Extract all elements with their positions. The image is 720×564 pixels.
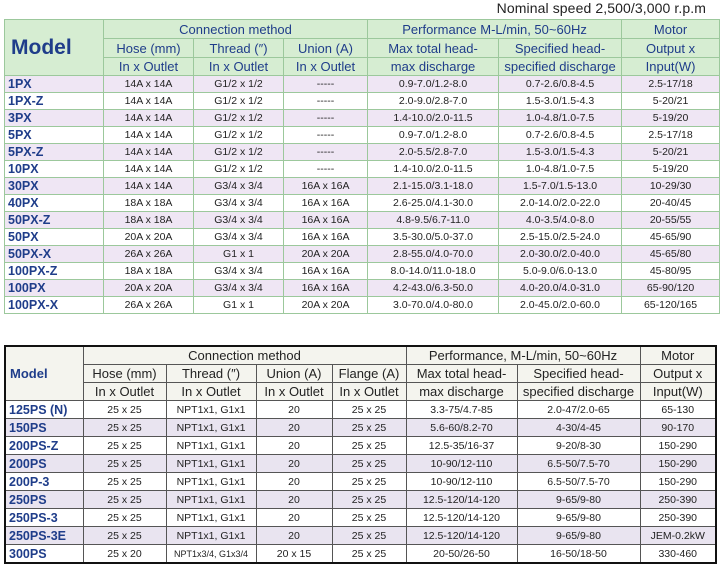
max-head-header: Max total head- — [368, 39, 499, 58]
hose-cell: 26A x 26A — [104, 297, 194, 314]
model-cell: 5PX-Z — [5, 144, 104, 161]
flange-cell: 25 x 25 — [332, 437, 406, 455]
connection-method-header: Connection method — [104, 20, 368, 39]
max-head-cell: 3.5-30.0/5.0-37.0 — [368, 229, 499, 246]
thread-cell: G1/2 x 1/2 — [194, 93, 284, 110]
thread-cell: NPT1x1, G1x1 — [166, 419, 256, 437]
max-head-cell: 0.9-7.0/1.2-8.0 — [368, 76, 499, 93]
hose-header: Hose (mm) — [104, 39, 194, 58]
table-row — [5, 527, 716, 545]
hose-cell: 14A x 14A — [104, 127, 194, 144]
specified-head-cell: 1.0-4.8/1.0-7.5 — [499, 161, 622, 178]
max-head-cell: 3.3-75/4.7-85 — [406, 401, 517, 419]
table-row — [5, 455, 716, 473]
motor-header: Motor — [640, 346, 716, 365]
model-cell: 200P-3 — [5, 473, 83, 491]
table-row — [5, 437, 716, 455]
union-subheader: In x Outlet — [284, 58, 368, 76]
motor-cell: 5-19/20 — [622, 161, 720, 178]
union-cell: 16A x 16A — [284, 263, 368, 280]
union-cell: ----- — [284, 93, 368, 110]
union-cell: 20 — [256, 527, 332, 545]
output-subheader: Input(W) — [640, 383, 716, 401]
motor-header: Motor — [622, 20, 720, 39]
table-row — [5, 93, 720, 110]
max-head-cell: 12.5-120/14-120 — [406, 491, 517, 509]
specified-head-cell: 1.5-3.0/1.5-4.3 — [499, 93, 622, 110]
motor-cell: 5-20/21 — [622, 144, 720, 161]
max-head-cell: 10-90/12-110 — [406, 473, 517, 491]
thread-cell: NPT1x1, G1x1 — [166, 491, 256, 509]
specified-head-cell: 9-20/8-30 — [517, 437, 640, 455]
max-head-cell: 12.5-35/16-37 — [406, 437, 517, 455]
motor-cell: 65-90/120 — [622, 280, 720, 297]
table-row — [5, 419, 716, 437]
hose-cell: 25 x 20 — [83, 545, 166, 564]
flange-header: Flange (A) — [332, 365, 406, 383]
output-header: Output x — [622, 39, 720, 58]
model-cell: 5PX — [5, 127, 104, 144]
motor-cell: 45-65/80 — [622, 246, 720, 263]
thread-header: Thread (″) — [166, 365, 256, 383]
specified-head-cell: 2.0-47/2.0-65 — [517, 401, 640, 419]
model-cell: 50PX-Z — [5, 212, 104, 229]
union-header: Union (A) — [256, 365, 332, 383]
max-head-cell: 2.6-25.0/4.1-30.0 — [368, 195, 499, 212]
model-cell: 200PS — [5, 455, 83, 473]
model-cell: 30PX — [5, 178, 104, 195]
model-cell: 250PS-3 — [5, 509, 83, 527]
table-row — [5, 144, 720, 161]
table-row — [5, 76, 720, 93]
thread-cell: G3/4 x 3/4 — [194, 263, 284, 280]
max-head-cell: 8.0-14.0/11.0-18.0 — [368, 263, 499, 280]
model-column-header: Model — [5, 346, 83, 401]
max-head-subheader: max discharge — [368, 58, 499, 76]
model-cell: 100PX-X — [5, 297, 104, 314]
table-row — [5, 297, 720, 314]
max-head-cell: 3.0-70.0/4.0-80.0 — [368, 297, 499, 314]
table-row — [5, 491, 716, 509]
specified-head-subheader: specified discharge — [517, 383, 640, 401]
hose-cell: 25 x 25 — [83, 509, 166, 527]
motor-cell: 250-390 — [640, 509, 716, 527]
union-cell: 16A x 16A — [284, 280, 368, 297]
motor-cell: 90-170 — [640, 419, 716, 437]
hose-cell: 25 x 25 — [83, 419, 166, 437]
motor-cell: 150-290 — [640, 455, 716, 473]
flange-cell: 25 x 25 — [332, 545, 406, 564]
hose-cell: 20A x 20A — [104, 229, 194, 246]
union-cell: 20A x 20A — [284, 297, 368, 314]
union-header: Union (A) — [284, 39, 368, 58]
flange-cell: 25 x 25 — [332, 419, 406, 437]
union-cell: ----- — [284, 76, 368, 93]
union-cell: 20 — [256, 455, 332, 473]
model-cell: 10PX — [5, 161, 104, 178]
hose-cell: 14A x 14A — [104, 93, 194, 110]
hose-cell: 18A x 18A — [104, 212, 194, 229]
flange-cell: 25 x 25 — [332, 473, 406, 491]
union-cell: ----- — [284, 110, 368, 127]
hose-cell: 25 x 25 — [83, 527, 166, 545]
hose-cell: 25 x 25 — [83, 401, 166, 419]
motor-cell: 65-120/165 — [622, 297, 720, 314]
flange-cell: 25 x 25 — [332, 401, 406, 419]
model-cell: 300PS — [5, 545, 83, 564]
union-cell: ----- — [284, 144, 368, 161]
union-subheader: In x Outlet — [256, 383, 332, 401]
max-head-header: Max total head- — [406, 365, 517, 383]
nominal-speed-note: Nominal speed 2,500/3,000 r.p.m — [496, 0, 706, 16]
table-row — [5, 473, 716, 491]
flange-subheader: In x Outlet — [332, 383, 406, 401]
thread-subheader: In x Outlet — [166, 383, 256, 401]
output-header: Output x — [640, 365, 716, 383]
max-head-cell: 2.8-55.0/4.0-70.0 — [368, 246, 499, 263]
table-row — [5, 195, 720, 212]
table-row — [5, 545, 716, 564]
motor-cell: 20-40/45 — [622, 195, 720, 212]
thread-cell: G1/2 x 1/2 — [194, 110, 284, 127]
hose-cell: 25 x 25 — [83, 455, 166, 473]
max-head-cell: 1.4-10.0/2.0-11.5 — [368, 110, 499, 127]
thread-cell: NPT1x1, G1x1 — [166, 401, 256, 419]
thread-subheader: In x Outlet — [194, 58, 284, 76]
flange-cell: 25 x 25 — [332, 491, 406, 509]
table-row — [5, 110, 720, 127]
hose-cell: 25 x 25 — [83, 473, 166, 491]
hose-cell: 14A x 14A — [104, 76, 194, 93]
union-cell: 20 x 15 — [256, 545, 332, 564]
specified-head-cell: 6.5-50/7.5-70 — [517, 473, 640, 491]
table-row — [5, 280, 720, 297]
motor-cell: 250-390 — [640, 491, 716, 509]
specified-head-cell: 0.7-2.6/0.8-4.5 — [499, 76, 622, 93]
motor-cell: 330-460 — [640, 545, 716, 564]
model-cell: 250PS-3E — [5, 527, 83, 545]
union-cell: 16A x 16A — [284, 195, 368, 212]
thread-cell: G3/4 x 3/4 — [194, 280, 284, 297]
max-head-cell: 2.1-15.0/3.1-18.0 — [368, 178, 499, 195]
thread-cell: G3/4 x 3/4 — [194, 195, 284, 212]
table-row — [5, 401, 716, 419]
specified-head-cell: 1.0-4.8/1.0-7.5 — [499, 110, 622, 127]
specified-head-cell: 6.5-50/7.5-70 — [517, 455, 640, 473]
specified-head-cell: 4-30/4-45 — [517, 419, 640, 437]
performance-header: Performance M-L/min, 50~60Hz — [368, 20, 622, 39]
flange-cell: 25 x 25 — [332, 455, 406, 473]
specified-head-cell: 9-65/9-80 — [517, 527, 640, 545]
specified-head-header: Specified head- — [499, 39, 622, 58]
thread-cell: G1/2 x 1/2 — [194, 127, 284, 144]
output-subheader: Input(W) — [622, 58, 720, 76]
specified-head-cell: 5.0-9.0/6.0-13.0 — [499, 263, 622, 280]
thread-cell: G1/2 x 1/2 — [194, 144, 284, 161]
motor-cell: JEM-0.2kW — [640, 527, 716, 545]
union-cell: 20 — [256, 491, 332, 509]
ps-series-spec-table — [4, 345, 717, 564]
hose-cell: 14A x 14A — [104, 144, 194, 161]
thread-cell: NPT1x1, G1x1 — [166, 473, 256, 491]
hose-cell: 14A x 14A — [104, 178, 194, 195]
motor-cell: 5-19/20 — [622, 110, 720, 127]
flange-cell: 25 x 25 — [332, 527, 406, 545]
union-cell: 20A x 20A — [284, 246, 368, 263]
model-cell: 3PX — [5, 110, 104, 127]
table-row — [5, 212, 720, 229]
specified-head-cell: 2.0-30.0/2.0-40.0 — [499, 246, 622, 263]
motor-cell: 20-55/55 — [622, 212, 720, 229]
table-row — [5, 178, 720, 195]
thread-cell: NPT1x1, G1x1 — [166, 527, 256, 545]
max-head-cell: 5.6-60/8.2-70 — [406, 419, 517, 437]
performance-header: Performance, M-L/min, 50~60Hz — [406, 346, 640, 365]
thread-cell: NPT1x3/4, G1x3/4 — [166, 545, 256, 564]
thread-cell: G3/4 x 3/4 — [194, 212, 284, 229]
table-row — [5, 509, 716, 527]
thread-cell: G1/2 x 1/2 — [194, 161, 284, 178]
hose-cell: 14A x 14A — [104, 161, 194, 178]
hose-subheader: In x Outlet — [83, 383, 166, 401]
motor-cell: 150-290 — [640, 473, 716, 491]
hose-subheader: In x Outlet — [104, 58, 194, 76]
model-cell: 250PS — [5, 491, 83, 509]
motor-cell: 5-20/21 — [622, 93, 720, 110]
specified-head-cell: 2.0-14.0/2.0-22.0 — [499, 195, 622, 212]
union-cell: 20 — [256, 509, 332, 527]
max-head-cell: 2.0-9.0/2.8-7.0 — [368, 93, 499, 110]
model-cell: 125PS (N) — [5, 401, 83, 419]
flange-cell: 25 x 25 — [332, 509, 406, 527]
model-cell: 1PX-Z — [5, 93, 104, 110]
hose-cell: 20A x 20A — [104, 280, 194, 297]
specified-head-cell: 9-65/9-80 — [517, 491, 640, 509]
specified-head-cell: 0.7-2.6/0.8-4.5 — [499, 127, 622, 144]
specified-head-subheader: specified discharge — [499, 58, 622, 76]
motor-cell: 45-80/95 — [622, 263, 720, 280]
union-cell: 16A x 16A — [284, 229, 368, 246]
px-series-spec-table — [4, 19, 720, 314]
union-cell: 16A x 16A — [284, 212, 368, 229]
thread-cell: G3/4 x 3/4 — [194, 178, 284, 195]
union-cell: 20 — [256, 473, 332, 491]
specified-head-cell: 1.5-7.0/1.5-13.0 — [499, 178, 622, 195]
specified-head-cell: 16-50/18-50 — [517, 545, 640, 564]
thread-cell: NPT1x1, G1x1 — [166, 437, 256, 455]
model-column-header: Model — [5, 20, 104, 76]
thread-cell: G1/2 x 1/2 — [194, 76, 284, 93]
max-head-cell: 4.8-9.5/6.7-11.0 — [368, 212, 499, 229]
specified-head-cell: 4.0-20.0/4.0-31.0 — [499, 280, 622, 297]
max-head-cell: 0.9-7.0/1.2-8.0 — [368, 127, 499, 144]
model-cell: 50PX — [5, 229, 104, 246]
motor-cell: 65-130 — [640, 401, 716, 419]
thread-cell: G1 x 1 — [194, 297, 284, 314]
motor-cell: 2.5-17/18 — [622, 76, 720, 93]
union-cell: 20 — [256, 419, 332, 437]
motor-cell: 150-290 — [640, 437, 716, 455]
max-head-cell: 12.5-120/14-120 — [406, 509, 517, 527]
motor-cell: 45-65/90 — [622, 229, 720, 246]
max-head-cell: 1.4-10.0/2.0-11.5 — [368, 161, 499, 178]
specified-head-cell: 9-65/9-80 — [517, 509, 640, 527]
model-cell: 200PS-Z — [5, 437, 83, 455]
model-cell: 40PX — [5, 195, 104, 212]
thread-header: Thread (″) — [194, 39, 284, 58]
model-cell: 1PX — [5, 76, 104, 93]
table-row — [5, 246, 720, 263]
union-cell: ----- — [284, 161, 368, 178]
max-head-cell: 4.2-43.0/6.3-50.0 — [368, 280, 499, 297]
specified-head-header: Specified head- — [517, 365, 640, 383]
connection-method-header: Connection method — [83, 346, 406, 365]
model-cell: 50PX-X — [5, 246, 104, 263]
hose-header: Hose (mm) — [83, 365, 166, 383]
hose-cell: 26A x 26A — [104, 246, 194, 263]
hose-cell: 14A x 14A — [104, 110, 194, 127]
model-cell: 100PX — [5, 280, 104, 297]
hose-cell: 18A x 18A — [104, 195, 194, 212]
max-head-subheader: max discharge — [406, 383, 517, 401]
hose-cell: 18A x 18A — [104, 263, 194, 280]
union-cell: 16A x 16A — [284, 178, 368, 195]
union-cell: ----- — [284, 127, 368, 144]
model-cell: 100PX-Z — [5, 263, 104, 280]
specified-head-cell: 2.5-15.0/2.5-24.0 — [499, 229, 622, 246]
max-head-cell: 12.5-120/14-120 — [406, 527, 517, 545]
max-head-cell: 10-90/12-110 — [406, 455, 517, 473]
union-cell: 20 — [256, 437, 332, 455]
thread-cell: G3/4 x 3/4 — [194, 229, 284, 246]
max-head-cell: 2.0-5.5/2.8-7.0 — [368, 144, 499, 161]
table-row — [5, 229, 720, 246]
hose-cell: 25 x 25 — [83, 437, 166, 455]
table-row — [5, 127, 720, 144]
hose-cell: 25 x 25 — [83, 491, 166, 509]
model-cell: 150PS — [5, 419, 83, 437]
motor-cell: 10-29/30 — [622, 178, 720, 195]
thread-cell: NPT1x1, G1x1 — [166, 509, 256, 527]
table-row — [5, 263, 720, 280]
specified-head-cell: 2.0-45.0/2.0-60.0 — [499, 297, 622, 314]
thread-cell: G1 x 1 — [194, 246, 284, 263]
specified-head-cell: 1.5-3.0/1.5-4.3 — [499, 144, 622, 161]
thread-cell: NPT1x1, G1x1 — [166, 455, 256, 473]
specified-head-cell: 4.0-3.5/4.0-8.0 — [499, 212, 622, 229]
max-head-cell: 20-50/26-50 — [406, 545, 517, 564]
union-cell: 20 — [256, 401, 332, 419]
table-row — [5, 161, 720, 178]
motor-cell: 2.5-17/18 — [622, 127, 720, 144]
